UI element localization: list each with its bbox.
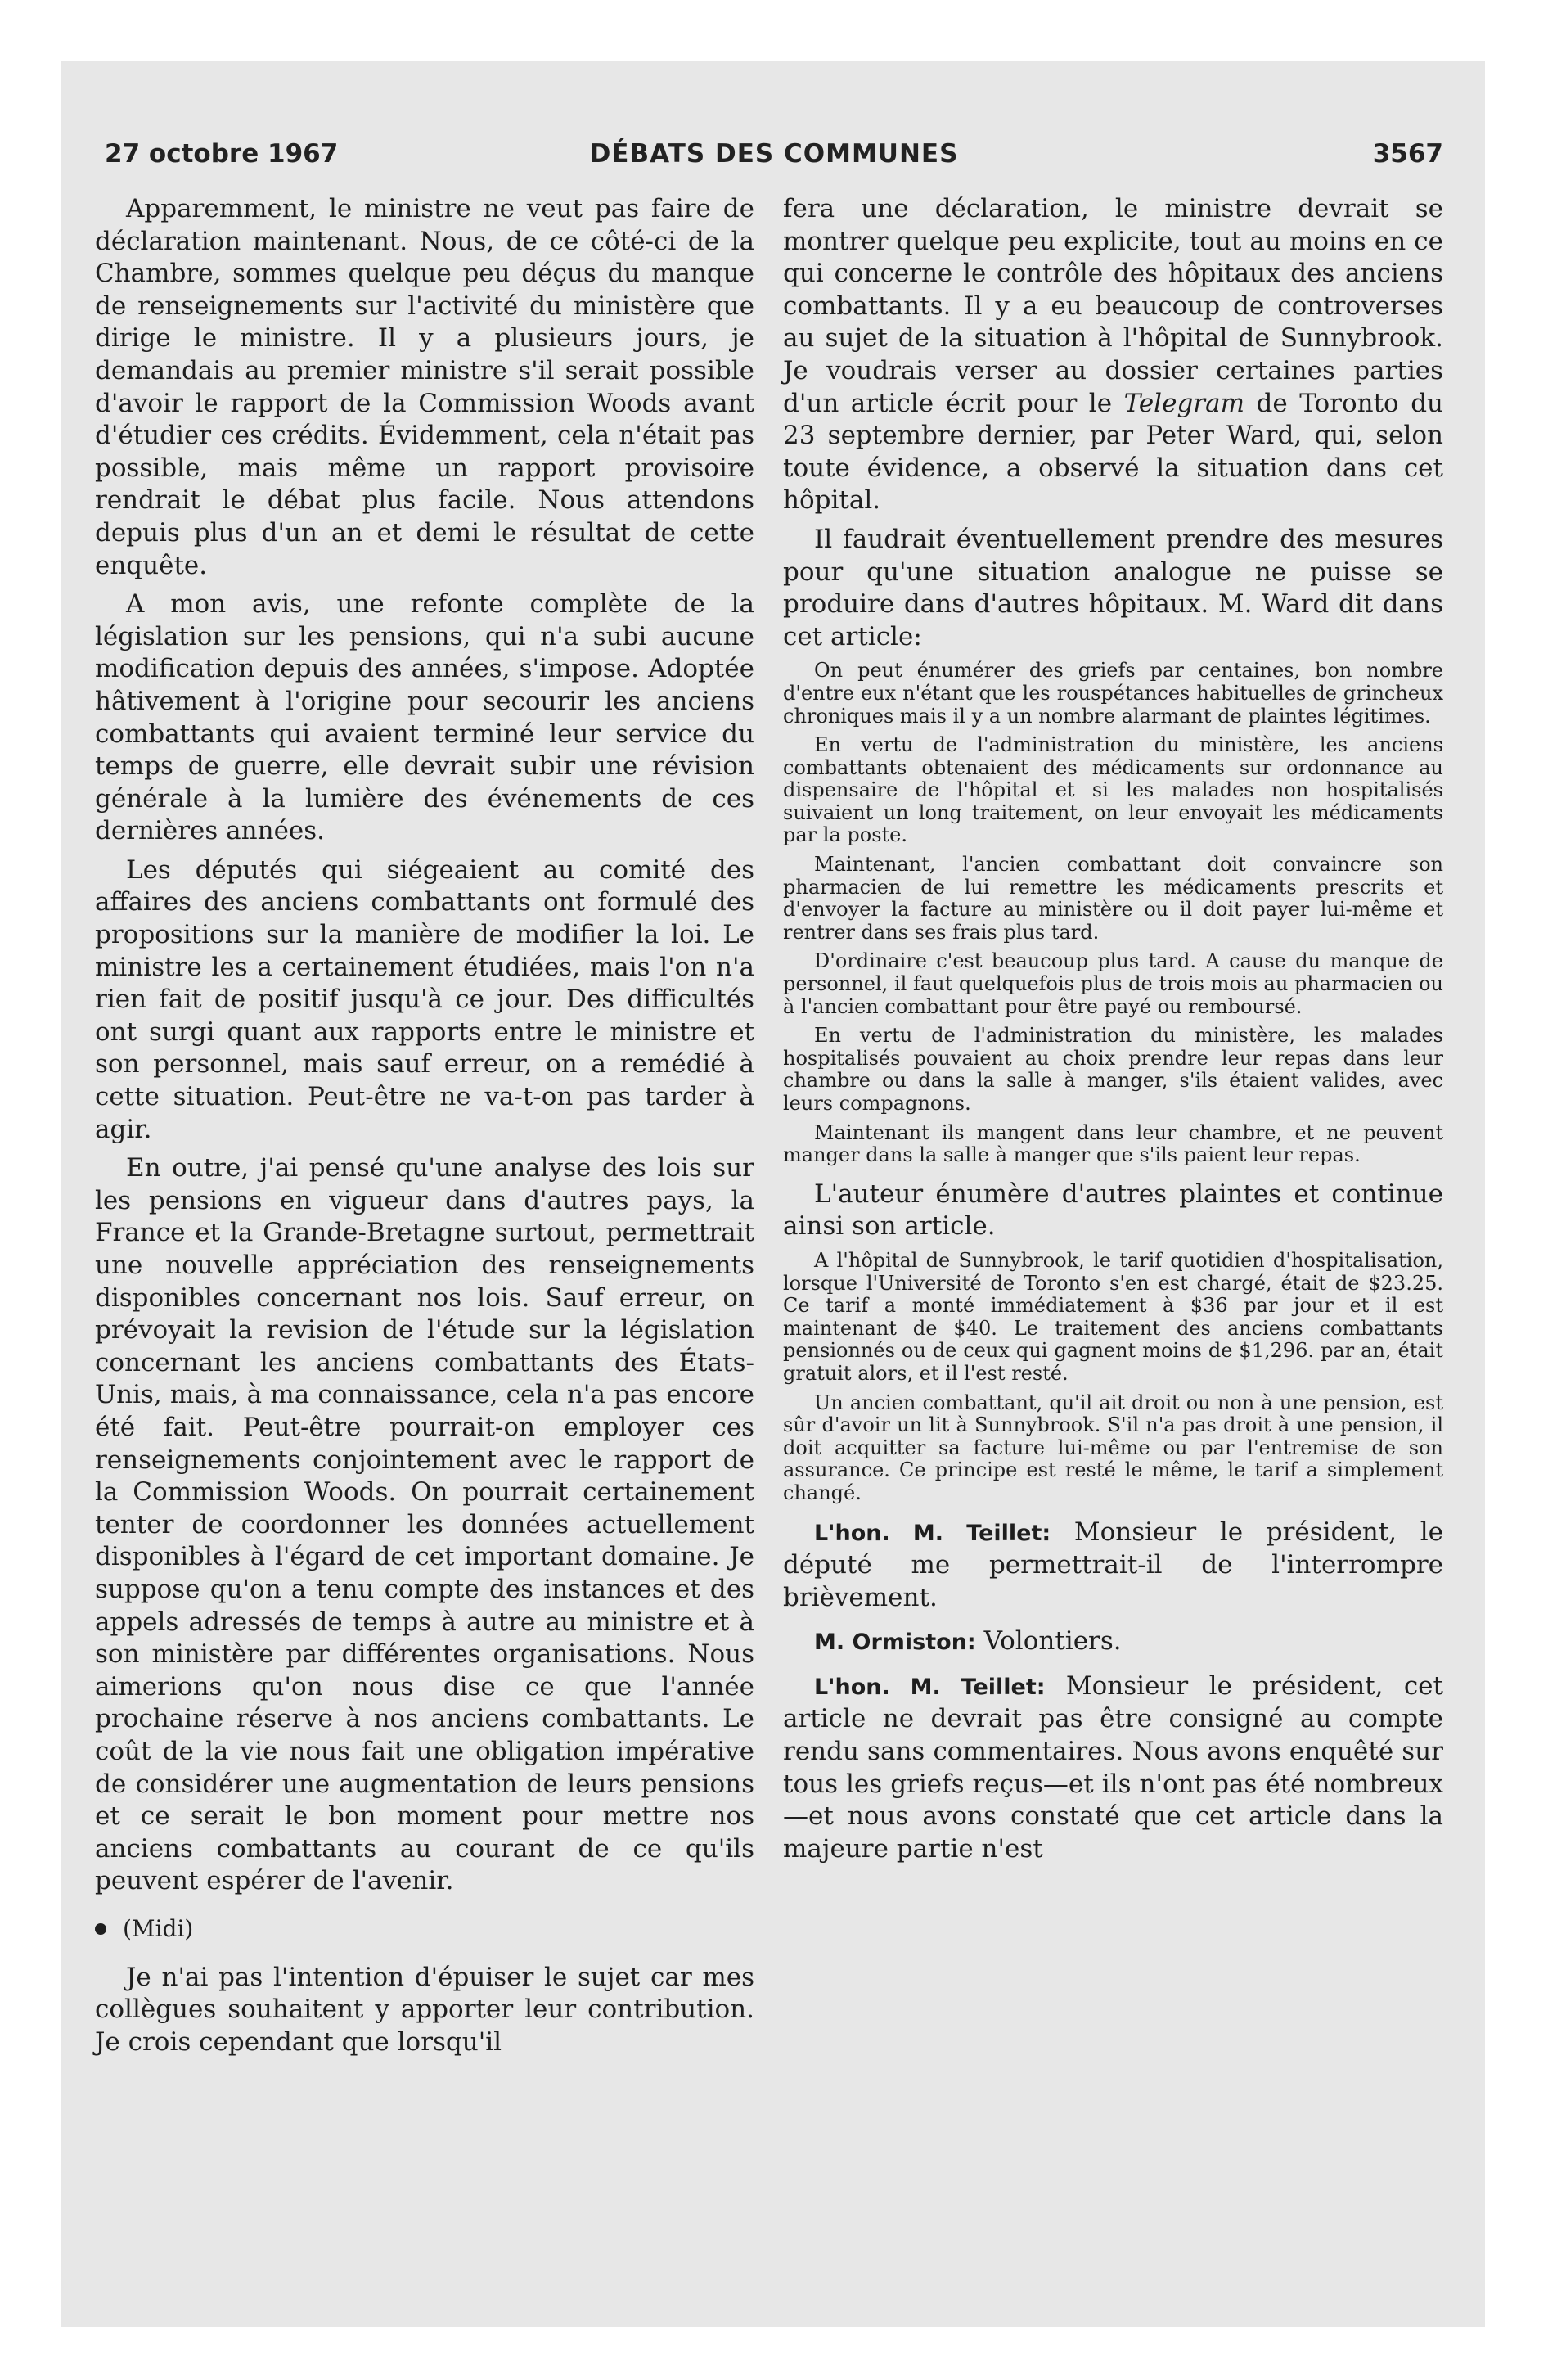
header-date: 27 octobre 1967 [105,139,339,169]
paragraph: En outre, j'ai pensé qu'une analyse des lois sur les pensions en vigueur dans d'autres pays, la France et la Grande-Bretagne surtout, permettrait une nouvelle appréciation des renseignements disponibles concernant nos lois. Sauf erreur, on prévoyait la revision de l'étude sur la législation concernant les anciens combattants des États-Unis, mais, à ma connaissance, cela n'a pas encore été fait. Peut-être pourrait-on employer ces renseignements conjointement avec le rapport de la Commission Woods. On pourrait certainement tenter de coordonner les données actuellement disponibles à l'égard de cet important domaine. Je suppose qu'on a tenu compte des instances et des appels adressés de temps à autre au ministre et à son ministère par différentes organisations. Nous aimerions qu'on nous dise ce que l'année prochaine réserve à nos anciens combattants. Le coût de la vie nous fait une obligation impérative de considérer une augmentation de leurs pensions et ce serait le bon moment pour mettre nos anciens combattants au courant de ce qu'ils peuvent espérer de l'avenir. [95,1153,754,1896]
left-column [95,193,754,2066]
speech-text: Monsieur le président, le député me permettrait-il de l'interrompre brièvement. [783,1517,1443,1612]
paragraph: Il faudrait éventuellement prendre des mesures pour qu'une situation analogue ne puisse se produire dans d'autres hôpitaux. M. Ward dit dans cet article: [783,524,1443,651]
speaker-name: M. Ormiston: [814,1629,976,1656]
midi-label: (Midi) [123,1914,194,1942]
paragraph-text: fera une déclaration, le ministre devrait se montrer quelque peu explicite, tout au moins en ce qui concerne le contrôle des hôpitaux des anciens combattants. Il y a eu beaucoup de controverses au sujet de la situation à l'hôpital de Sunnybrook. Je voudrais verser au dossier certaines parties d'un article écrit pour le [783,194,1443,418]
paragraph: Apparemment, le ministre ne veut pas faire de déclaration maintenant. Nous, de ce côté-ci de la Chambre, sommes quelque peu déçus du manque de renseignements sur l'activité du ministère que dirige le ministre. Il y a plusieurs jours, je demandais au premier ministre s'il serait possible d'avoir le rapport de la Commission Woods avant d'étudier ces crédits. Évidemment, cela n'était pas possible, mais même un rapport provisoire rendrait le débat plus facile. Nous attendons depuis plus d'un an et demi le résultat de cette enquête. [95,194,754,580]
speech-paragraph [783,1670,1443,1866]
right-column [783,193,1443,1872]
quote-paragraph: On peut énumérer des griefs par centaines, bon nombre d'entre eux n'étant que les rouspétances habituelles de grincheux chroniques mais il y a un nombre alarmant de plaintes légitimes. [783,659,1443,728]
midi-marker [95,1913,754,1945]
quote-paragraph: Maintenant, l'ancien combattant doit convaincre son pharmacien de lui remettre les médicaments prescrits et d'envoyer la facture au ministère ou il doit payer lui-même et rentrer dans ses frais plus tard. [783,853,1443,944]
paragraph: A mon avis, une refonte complète de la législation sur les pensions, qui n'a subi aucune modification depuis des années, s'impose. Adoptée hâtivement à l'origine pour secourir les anciens combattants qui avaient terminé leur service du temps de guerre, elle devrait subir une révision générale à la lumière des événements de ces dernières années. [95,589,754,846]
quote-paragraph: En vertu de l'administration du ministère, les anciens combattants obtenaient des médicaments sur ordonnance au dispensaire de l'hôpital et si les malades non hospitalisés suivaient un long traitement, on leur envoyait les médicaments par la poste. [783,733,1443,847]
speaker-name: L'hon. M. Teillet: [814,1674,1046,1700]
page-number: 3567 [1372,139,1443,169]
quote-paragraph: Maintenant ils mangent dans leur chambre, et ne peuvent manger dans la salle à manger que s'ils paient leur repas. [783,1120,1443,1167]
speech-paragraph [783,1517,1443,1615]
speech-text: Volontiers. [983,1626,1122,1657]
speech-paragraph [783,1625,1443,1659]
paragraph: Je n'ai pas l'intention d'épuiser le sujet car mes collègues souhaitent y apporter leur contribution. Je crois cependant que lorsqu'il [95,1962,754,2058]
paragraph-text: de Toronto du 23 septembre dernier, par Peter Ward, qui, selon toute évidence, a observé la situation dans cet hôpital. [783,388,1444,516]
quote-paragraph: D'ordinaire c'est beaucoup plus tard. A cause du manque de personnel, il faut quelquefois plus de trois mois au pharmacien ou à l'ancien combattant pour être payé ou remboursé. [783,949,1443,1018]
quote-paragraph: A l'hôpital de Sunnybrook, le tarif quotidien d'hospitalisation, lorsque l'Université de Toronto s'en est chargé, était de $23.25. Ce tarif a monté immédiatement à $36 par jour et il est maintenant de $40. Le traitement des anciens combattants pensionnés ou de ceux qui gagnent moins de $1,296. par an, était gratuit alors, et il l'est resté. [783,1248,1443,1385]
quote-paragraph: Un ancien combattant, qu'il ait droit ou non à une pension, est sûr d'avoir un lit à Sunnybrook. S'il n'a pas droit à une pension, il doit acquitter sa facture lui-même ou par l'entremise de son assurance. Ce principe est resté le même, le tarif a simplement changé. [783,1391,1443,1504]
speaker-name: L'hon. M. Teillet: [814,1520,1051,1546]
newspaper-title: Telegram [1123,388,1244,418]
quote-paragraph: En vertu de l'administration du ministère, les malades hospitalisés pouvaient au choix prendre leur repas dans leur chambre ou dans la salle à manger, s'ils étaient valides, avec leurs compagnons. [783,1024,1443,1115]
speech-text: Monsieur le président, cet article ne devrait pas être consigné au compte rendu sans commentaires. Nous avons enquêté sur tous les griefs reçus—et ils n'ont pas été nombreux—et nous avons constaté que cet article dans la majeure partie n'est [783,1670,1443,1864]
bullet-icon [95,1923,106,1935]
header-title: DÉBATS DES COMMUNES [589,139,959,169]
paragraph: Les députés qui siégeaient au comité des affaires des anciens combattants ont formulé des propositions sur la manière de modifier la loi. Le ministre les a certainement étudiées, mais l'on n'a rien fait de positif jusqu'à ce jour. Des difficultés ont surgi quant aux rapports entre le ministre et son personnel, mais sauf erreur, on a remédié à cette situation. Peut-être ne va-t-on pas tarder à agir. [95,854,754,1144]
paragraph [783,193,1443,517]
page-header [105,139,1443,172]
paragraph: L'auteur énumère d'autres plaintes et continue ainsi son article. [783,1179,1443,1242]
